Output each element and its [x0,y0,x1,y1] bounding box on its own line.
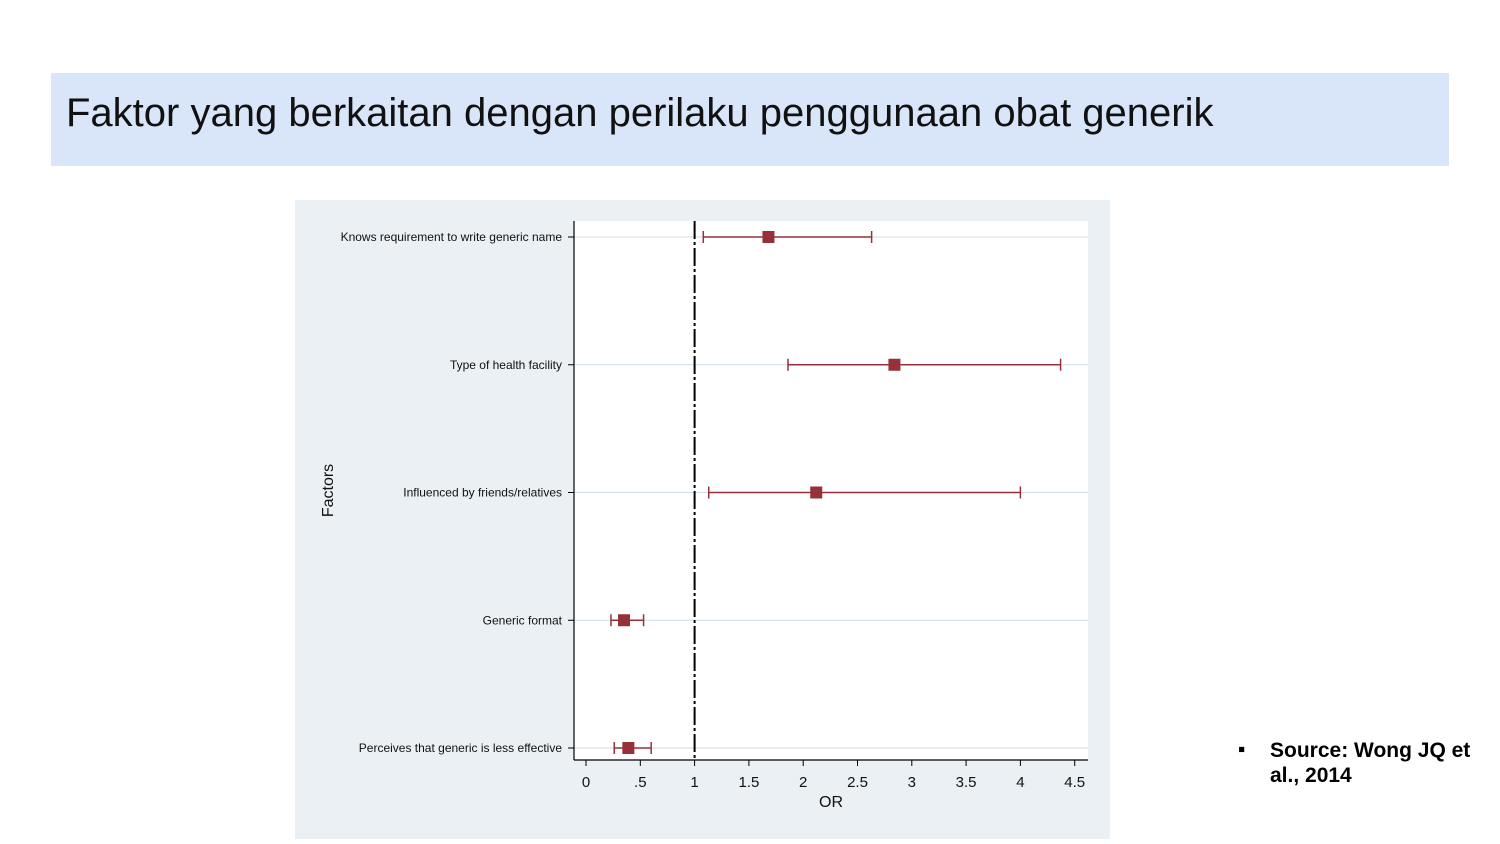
y-tick-label: Perceives that generic is less effective [358,741,562,755]
x-tick-label: .5 [634,774,647,791]
title-bar [51,73,1449,166]
slide-title: Faktor yang berkaitan dengan perilaku penggunaan obat generik [66,91,1214,135]
estimate-marker [762,231,774,243]
x-tick-label: 0 [581,774,591,791]
x-tick-label: 4.5 [1064,774,1086,791]
estimate-marker [622,742,634,754]
plot-area [574,221,1088,760]
x-tick-label: 2 [799,774,808,791]
estimate-marker [618,614,630,626]
x-axis-title: OR [819,794,843,811]
y-axis-title: Factors [320,463,337,518]
x-tick-label: 1.5 [738,774,760,791]
x-tick-label: 4 [1016,774,1025,791]
x-tick-label: 3.5 [955,774,977,791]
chart-panel [295,200,1110,839]
source-text: Source: Wong JQ et al., 2014 [1270,739,1471,787]
x-tick-label: 2.5 [847,774,868,791]
estimate-marker [888,359,900,371]
y-tick-label: Type of health facility [449,357,562,372]
bullet-icon: ▪ [1238,738,1246,761]
y-tick-label: Knows requirement to write generic name [340,230,562,244]
y-tick-label: Generic format [482,613,562,628]
y-tick-label: Influenced by friends/relatives [403,485,562,500]
x-tick-label: 3 [907,774,916,791]
forest-plot [295,200,1110,839]
estimate-marker [810,487,822,499]
x-tick-label: 1 [690,774,699,791]
